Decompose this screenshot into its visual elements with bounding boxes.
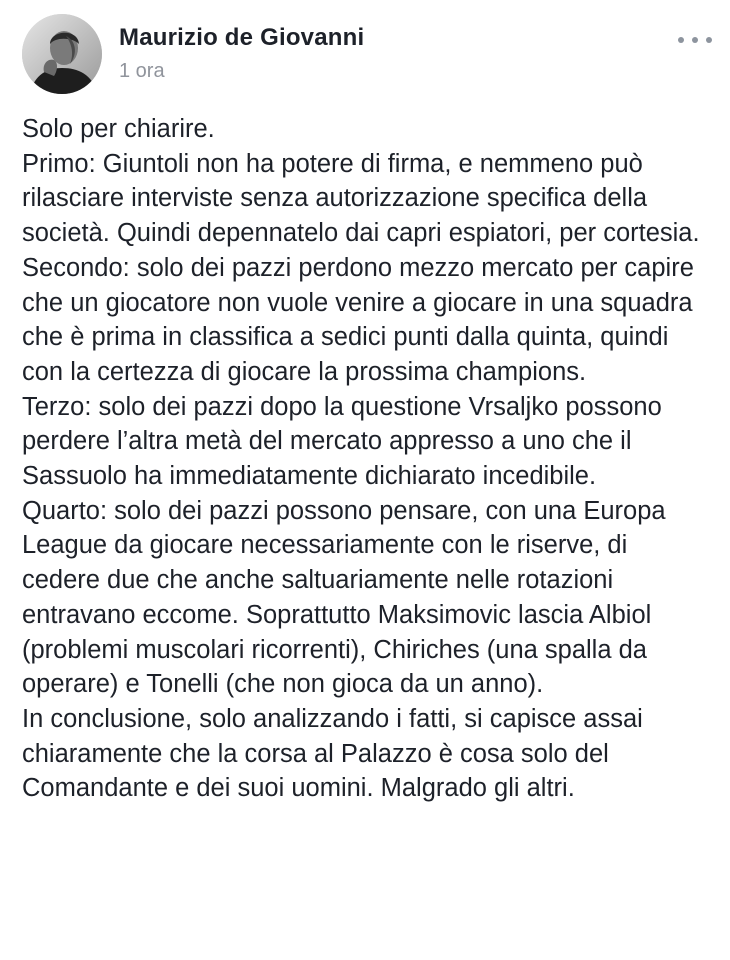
post-header: [22, 14, 712, 94]
post-paragraph: Terzo: solo dei pazzi dopo la questione Vrsaljko possono perdere l’altra metà del mercato appresso a uno che il Sassuolo ha immediatamente dichiarato incedibile.: [22, 392, 662, 491]
post-paragraph: Primo: Giuntoli non ha potere di firma, e nemmeno può rilasciare interviste senza autorizzazione specifica della società. Quindi depennatelo dai capri espiatori, per cortesia.: [22, 149, 700, 248]
post-paragraph: Solo per chiarire.: [22, 115, 215, 143]
more-horizontal-icon: [706, 37, 712, 43]
author-avatar[interactable]: [22, 14, 102, 94]
post-body: [22, 112, 712, 806]
post-timestamp[interactable]: 1 ora: [119, 60, 165, 82]
avatar-photo: [22, 14, 102, 94]
more-horizontal-icon: [692, 37, 698, 43]
author-name[interactable]: Maurizio de Giovanni: [119, 24, 365, 51]
more-horizontal-icon: [678, 37, 684, 43]
more-options-button[interactable]: [678, 30, 712, 50]
post-paragraph: In conclusione, solo analizzando i fatti, si capisce assai chiaramente che la corsa al Palazzo è cosa solo del Comandante e dei suoi uomini. Malgrado gli altri.: [22, 704, 643, 803]
post-paragraph: Secondo: solo dei pazzi perdono mezzo mercato per capire che un giocatore non vuole venire a giocare in una squadra che è prima in classifica a sedici punti dalla quinta, quindi con la certezza di giocare la prossima champions.: [22, 253, 694, 386]
post-paragraph: Quarto: solo dei pazzi possono pensare, con una Europa League da giocare necessariamente con le riserve, di cedere due che anche saltuariamente nelle rotazioni entravano eccome. Soprattutto Maksimovic lascia Albiol (problemi muscolari ricorrenti), Chiriches (una spalla da operare) e Tonelli (che non gioca da un anno).: [22, 496, 666, 699]
